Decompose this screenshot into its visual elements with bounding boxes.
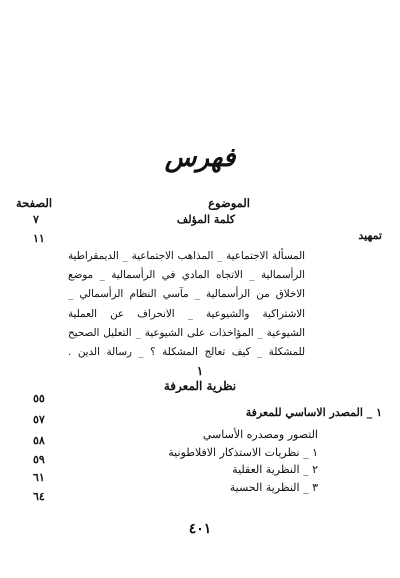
toc-subentry: ٢ _ النظرية العقلية [232, 463, 318, 476]
toc-page-section: ٥٧ [33, 413, 45, 426]
paragraph-line: الاخلاق من الرأسمالية _ مآسي النظام الرأسمالي _ [68, 288, 305, 301]
paragraph-line: الرأسمالية _ الاتجاه المادي في الرأسمالية _ موضع [68, 269, 305, 282]
paragraph-line: للمشكلة _ كيف تعالج المشكلة ؟ _ رسالة الدين . [68, 345, 305, 358]
toc-entry-author-word: كلمة المؤلف [176, 213, 235, 226]
page-title: فهرس [164, 143, 236, 173]
toc-section-entry: ١ _ المصدر الاساسي للمعرفة [245, 406, 382, 419]
column-header-page: الصفحة [16, 196, 53, 210]
toc-page-subentry: ٥٨ [33, 434, 45, 447]
chapter-number: ١ [196, 364, 204, 378]
paragraph-line: الشيوعية _ المؤاخذات على الشيوعية _ التعليل الصحيح [68, 326, 305, 339]
toc-page-author-word: ٧ [33, 213, 39, 226]
toc-subentry: ٣ _ النظرية الحسية [229, 481, 318, 494]
paragraph-line: المسألة الاجتماعية _ المذاهب الاجتماعية _ الديمقراطية [68, 250, 305, 262]
paragraph-line: الاشتراكية والشيوعية _ الانحراف عن العملية [68, 307, 305, 320]
column-header-topic: الموضوع [208, 196, 250, 210]
toc-subentry: ١ _ نظريات الاستذكار الافلاطونية [168, 446, 318, 459]
toc-page-chapter: ٥٥ [33, 392, 45, 405]
toc-page-preface: ١١ [33, 232, 45, 245]
page-number: ٤٠١ [188, 521, 212, 537]
chapter-title: نظرية المعرفة [163, 379, 237, 393]
toc-subentry: التصور ومصدره الأساسي [202, 428, 318, 441]
preface-contents-paragraph [68, 247, 305, 362]
toc-page-subentry: ٥٩ [33, 453, 45, 466]
toc-page-subentry: ٦٤ [33, 490, 45, 503]
toc-entry-preface: تمهيد [358, 229, 382, 242]
toc-page-subentry: ٦١ [33, 471, 45, 484]
